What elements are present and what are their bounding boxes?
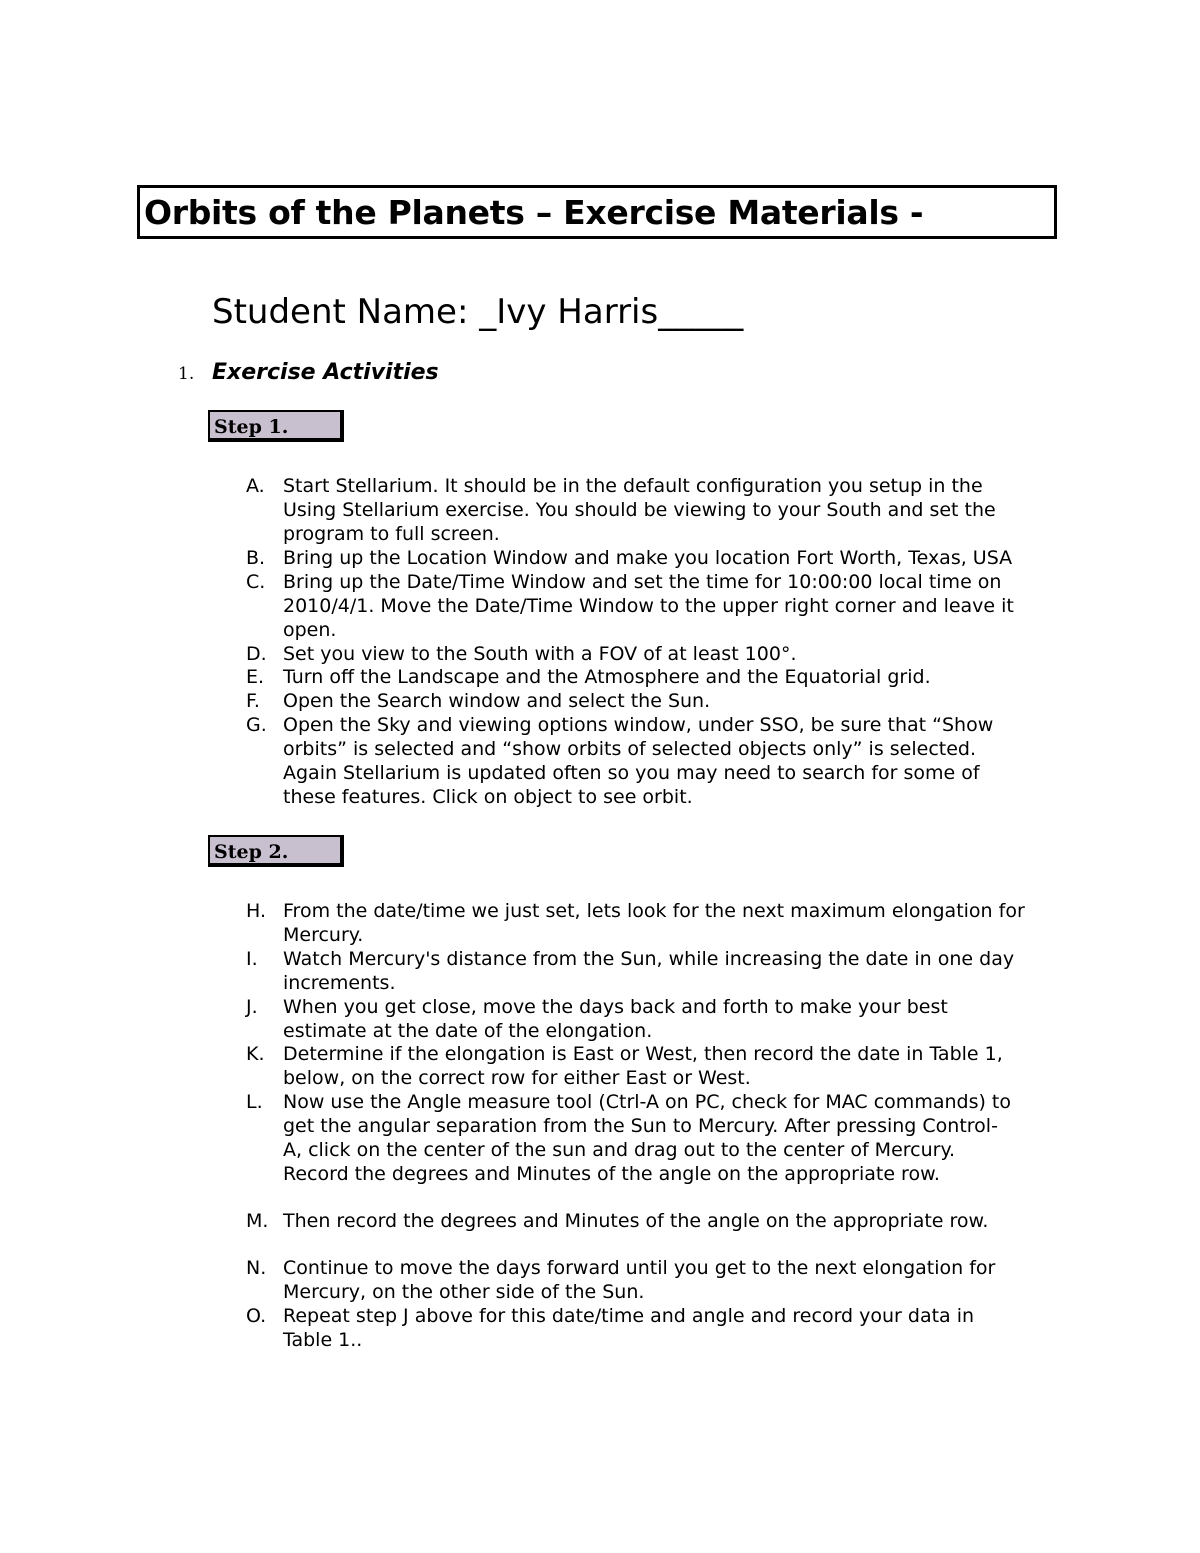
- list-item-marker: I.: [246, 948, 258, 970]
- list-item-marker: J.: [246, 996, 258, 1018]
- step-2-label: Step 2.: [214, 841, 289, 863]
- list-item-text: Open the Sky and viewing options window, under SSO, be sure that “Show orbits” is selected and “show orbits of selected objects only” is selected. Again Stellarium is updated often so you may need to search for some of these features. Click on object to see orbit.: [283, 714, 994, 808]
- list-item-marker: A.: [246, 475, 265, 497]
- list-item-marker: O.: [246, 1305, 267, 1327]
- list-item-text: Continue to move the days forward until you get to the next elongation for Mercury, on the other side of the Sun.: [283, 1257, 996, 1303]
- list-item-marker: K.: [246, 1043, 265, 1065]
- title-box: [137, 185, 1057, 239]
- list-item-text: Set you view to the South with a FOV of at least 100°.: [283, 643, 797, 665]
- list-item-text: Then record the degrees and Minutes of the angle on the appropriate row.: [283, 1210, 989, 1232]
- list-item-marker: C.: [246, 571, 266, 593]
- list-item-marker: H.: [246, 900, 266, 922]
- list-item-marker: D.: [246, 643, 267, 665]
- list-item-text: Turn off the Landscape and the Atmosphere and the Equatorial grid.: [283, 666, 931, 688]
- section-title: Exercise Activities: [212, 360, 439, 385]
- list-item-marker: F.: [246, 690, 260, 712]
- list-item-text: From the date/time we just set, lets look for the next maximum elongation for Mercury.: [283, 900, 1025, 946]
- list-item-text: Now use the Angle measure tool (Ctrl-A on PC, check for MAC commands) to get the angular separation from the Sun to Mercury. After pressing Control- A, click on the center of the sun and drag out to the center of Mercury. Record the degrees and Minutes of the angle on the appropriate row.: [283, 1091, 1011, 1185]
- list-item-marker: N.: [246, 1257, 267, 1279]
- list-item-text: When you get close, move the days back and forth to make your best estimate at the date of the elongation.: [283, 996, 948, 1042]
- list-item-text: Bring up the Date/Time Window and set the time for 10:00:00 local time on 2010/4/1. Move the Date/Time Window to the upper right corner and leave it open.: [283, 571, 1014, 641]
- list-item-text: Watch Mercury's distance from the Sun, while increasing the date in one day increments.: [283, 948, 1015, 994]
- list-item-text: Determine if the elongation is East or West, then record the date in Table 1, below, on the correct row for either East or West.: [283, 1043, 1003, 1089]
- section-heading: [178, 359, 439, 388]
- section-number: 1.: [178, 364, 195, 384]
- page-title: Orbits of the Planets – Exercise Materials -: [144, 193, 924, 232]
- list-item-text: Bring up the Location Window and make you location Fort Worth, Texas, USA: [283, 547, 1013, 569]
- step-1-box: [208, 410, 344, 442]
- list-item-text: Open the Search window and select the Sun.: [283, 690, 711, 712]
- list-item-marker: G.: [246, 714, 267, 736]
- list-item-marker: L.: [246, 1091, 263, 1113]
- list-item-text: Start Stellarium. It should be in the default configuration you setup in the Using Stellarium exercise. You should be viewing to your South and set the program to full screen.: [283, 475, 996, 545]
- list-item-marker: E.: [246, 666, 265, 688]
- list-item-marker: B.: [246, 547, 266, 569]
- step-1-label: Step 1.: [214, 416, 289, 438]
- student-name-line: Student Name: _Ivy Harris_____: [212, 292, 744, 332]
- list-item-marker: M.: [246, 1210, 269, 1232]
- step-2-box: [208, 835, 344, 867]
- list-item-text: Repeat step J above for this date/time and angle and record your data in Table 1..: [283, 1305, 975, 1351]
